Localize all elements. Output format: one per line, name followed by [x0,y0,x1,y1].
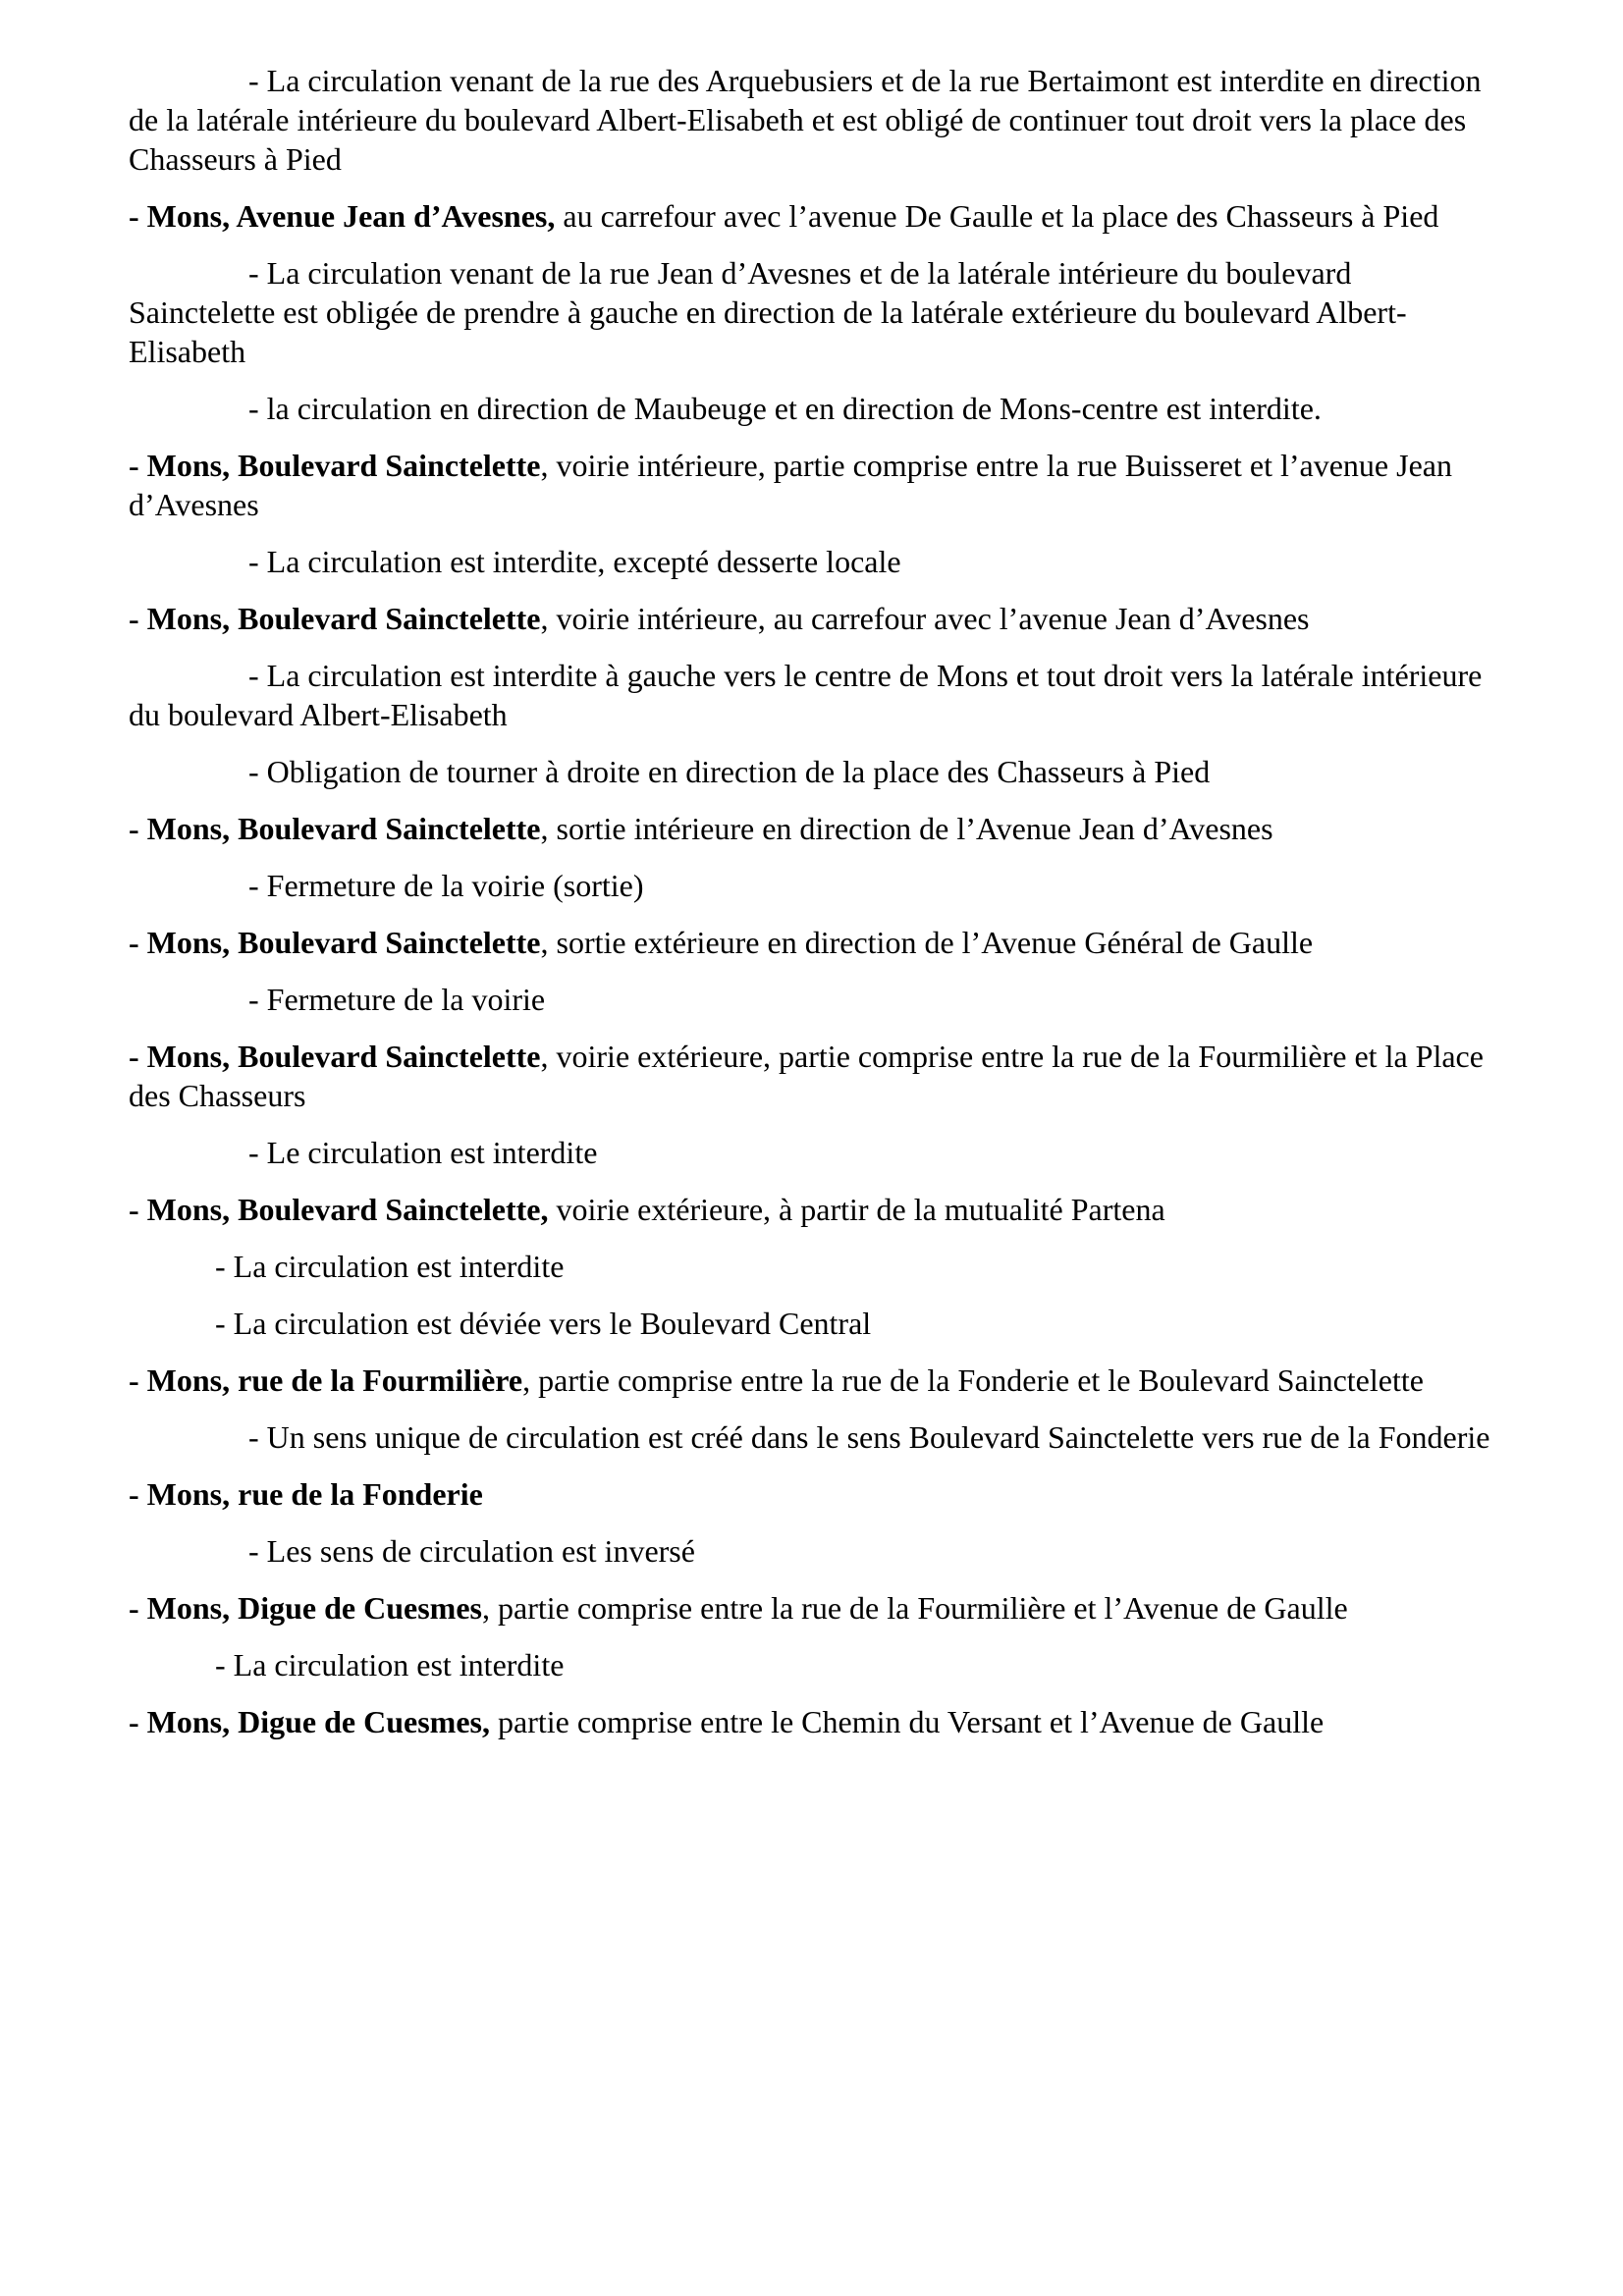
paragraph-rule [129,866,1495,905]
paragraph-text: , partie comprise entre la rue de la Fourmilière et l’Avenue de Gaulle [481,1590,1348,1626]
paragraph-text: - La circulation est déviée vers le Boulevard Central [215,1306,872,1341]
paragraph-rule [129,656,1495,734]
paragraph-text: , sortie intérieure en direction de l’Avenue Jean d’Avesnes [540,811,1273,846]
paragraph-rule [129,1417,1495,1457]
paragraph-rule [129,980,1495,1019]
street-name: - Mons, rue de la Fonderie [129,1476,483,1512]
paragraph-rule [129,389,1495,428]
street-name: - Mons, Digue de Cuesmes [129,1590,482,1626]
paragraph-text: - La circulation est interdite [215,1249,565,1284]
street-name: - Mons, Boulevard Sainctelette [129,811,541,846]
paragraph-text: - Fermeture de la voirie (sortie) [248,868,644,903]
paragraph-text: partie comprise entre le Chemin du Versant et l’Avenue de Gaulle [489,1704,1325,1739]
paragraph-text: - Obligation de tourner à droite en direction de la place des Chasseurs à Pied [248,754,1211,789]
paragraph-text: , voirie extérieure, partie comprise entre la rue de la Fourmilière et la Place des Chasseurs [129,1039,1484,1113]
street-name: - Mons, Boulevard Sainctelette [129,601,541,636]
paragraph-text: , partie comprise entre la rue de la Fonderie et le Boulevard Sainctelette [522,1362,1424,1398]
paragraph-text: , voirie intérieure, partie comprise entre la rue Buisseret et l’avenue Jean d’Avesnes [129,448,1452,522]
paragraph-street-entry [129,1190,1495,1229]
paragraph-rule [129,253,1495,371]
paragraph-text: voirie extérieure, à partir de la mutualité Partena [548,1192,1165,1227]
paragraph-text: - Un sens unique de circulation est créé dans le sens Boulevard Sainctelette vers rue de la Fonderie [248,1419,1490,1455]
paragraph-street-entry [129,196,1495,236]
paragraph-text: - La circulation est interdite, excepté desserte locale [248,544,901,579]
paragraph-street-entry [129,1474,1495,1514]
paragraph-rule [129,1247,1495,1286]
street-name: - Mons, Digue de Cuesmes, [129,1704,490,1739]
paragraph-rule [129,1133,1495,1172]
paragraph-street-entry [129,809,1495,848]
paragraph-text: - La circulation venant de la rue des Arquebusiers et de la rue Bertaimont est interdite en direction de la latérale intérieure du boulevard Albert-Elisabeth et est obligé de continuer tout droit vers la place des Chasseurs à Pied [129,63,1482,177]
paragraph-text: au carrefour avec l’avenue De Gaulle et la place des Chasseurs à Pied [555,198,1439,234]
paragraph-text: - Fermeture de la voirie [248,982,546,1017]
paragraph-text: - La circulation est interdite à gauche vers le centre de Mons et tout droit vers la latérale intérieure du boulevard Albert-Elisabeth [129,658,1483,732]
paragraph-street-entry [129,599,1495,638]
paragraph-rule [129,61,1495,179]
paragraph-street-entry [129,1361,1495,1400]
paragraph-rule [129,1531,1495,1571]
paragraph-rule [129,752,1495,791]
street-name: - Mons, Boulevard Sainctelette [129,1039,541,1074]
paragraph-rule [129,1304,1495,1343]
paragraph-rule [129,1645,1495,1684]
paragraph-street-entry [129,446,1495,524]
street-name: - Mons, Boulevard Sainctelette, [129,1192,549,1227]
paragraph-street-entry [129,923,1495,962]
paragraph-street-entry [129,1037,1495,1115]
paragraph-text: - La circulation venant de la rue Jean d’Avesnes et de la latérale intérieure du boulevard Sainctelette est obligée de prendre à gauche en direction de la latérale extérieure du boulevard Albert-Elisabeth [129,255,1407,369]
street-name: - Mons, Boulevard Sainctelette [129,925,541,960]
paragraph-text: - Les sens de circulation est inversé [248,1533,695,1569]
paragraph-text: - La circulation est interdite [215,1647,565,1682]
paragraph-text: - Le circulation est interdite [248,1135,598,1170]
paragraph-street-entry [129,1588,1495,1628]
paragraph-text: , sortie extérieure en direction de l’Avenue Général de Gaulle [540,925,1314,960]
paragraph-text: - la circulation en direction de Maubeuge et en direction de Mons-centre est interdite. [248,391,1322,426]
street-name: - Mons, Boulevard Sainctelette [129,448,541,483]
paragraph-rule [129,542,1495,581]
street-name: - Mons, rue de la Fourmilière [129,1362,523,1398]
street-name: - Mons, Avenue Jean d’Avesnes, [129,198,556,234]
paragraph-text: , voirie intérieure, au carrefour avec l’avenue Jean d’Avesnes [540,601,1310,636]
paragraph-street-entry [129,1702,1495,1741]
